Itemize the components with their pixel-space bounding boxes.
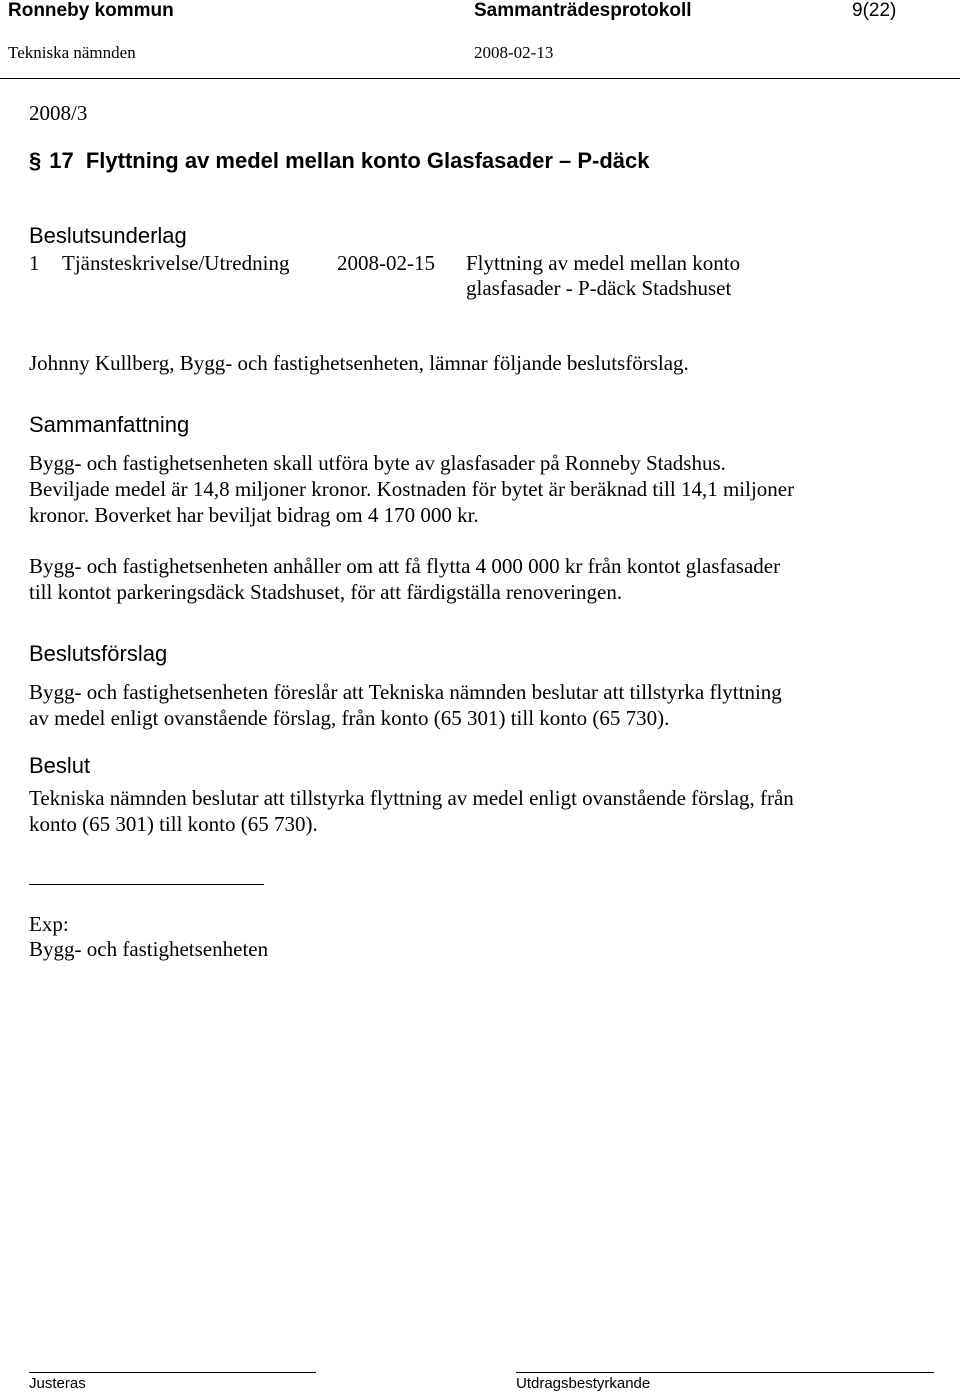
attachment-description-line1: Flyttning av medel mellan konto [466, 251, 741, 275]
heading-sammanfattning: Sammanfattning [29, 412, 190, 437]
attachment-date: 2008-02-15 [337, 251, 435, 275]
attachment-index: 1 [29, 251, 40, 275]
committee-name: Tekniska nämnden [8, 43, 136, 62]
summary-p1-line3: kronor. Boverket har beviljat bidrag om 4 170 000 kr. [29, 503, 479, 527]
summary-p2-line2: till kontot parkeringsdäck Stadshuset, för att färdigställa renoveringen. [29, 580, 623, 604]
item-title-text: Flyttning av medel mellan konto Glasfasader – P-däck [85, 148, 650, 173]
document-type: Sammanträdesprotokoll [474, 0, 692, 21]
attachment-type: Tjänsteskrivelse/Utredning [62, 251, 290, 275]
header-divider [0, 78, 960, 79]
organization-name: Ronneby kommun [8, 0, 174, 21]
proposal-line1: Bygg- och fastighetsenheten föreslår att Tekniska nämnden beslutar att tillstyrka flyttning [29, 680, 782, 704]
summary-paragraph-2 [29, 553, 929, 605]
heading-beslutsunderlag: Beslutsunderlag [29, 223, 187, 248]
decision-paragraph [29, 785, 929, 837]
decision-line1: Tekniska nämnden beslutar att tillstyrka flyttning av medel enligt ovanstående förslag, från [29, 786, 794, 810]
page-number: 9(22) [852, 0, 897, 21]
decision-line2: konto (65 301) till konto (65 730). [29, 812, 318, 836]
footer-justeras: Justeras [29, 1375, 86, 1392]
heading-beslut: Beslut [29, 753, 91, 778]
expedition-label: Exp: [29, 912, 69, 936]
item-title [29, 148, 649, 174]
case-reference: 2008/3 [29, 101, 88, 125]
attachment-description-line2: glasfasader - P-däck Stadshuset [466, 276, 732, 300]
footer-line-right [516, 1372, 934, 1373]
summary-paragraph-1 [29, 450, 929, 528]
proposal-line2: av medel enligt ovanstående förslag, från konto (65 301) till konto (65 730). [29, 706, 670, 730]
heading-beslutsforslag: Beslutsförslag [29, 641, 168, 666]
separator-line [29, 884, 264, 885]
meeting-date: 2008-02-13 [474, 43, 554, 62]
footer-line-left [29, 1372, 316, 1373]
proposal-paragraph [29, 679, 929, 731]
section-sign: § [29, 148, 42, 173]
expedition-recipient: Bygg- och fastighetsenheten [29, 937, 269, 961]
intro-text: Johnny Kullberg, Bygg- och fastighetsenheten, lämnar följande beslutsförslag. [29, 351, 689, 375]
item-number: 17 [49, 148, 74, 173]
footer-utdragsbestyrkande: Utdragsbestyrkande [516, 1375, 651, 1392]
summary-p1-line2: Beviljade medel är 14,8 miljoner kronor. Kostnaden för bytet är beräknad till 14,1 miljoner [29, 477, 795, 501]
summary-p2-line1: Bygg- och fastighetsenheten anhåller om att få flytta 4 000 000 kr från kontot glasfasader [29, 554, 781, 578]
summary-p1-line1: Bygg- och fastighetsenheten skall utföra byte av glasfasader på Ronneby Stadshus. [29, 451, 726, 475]
